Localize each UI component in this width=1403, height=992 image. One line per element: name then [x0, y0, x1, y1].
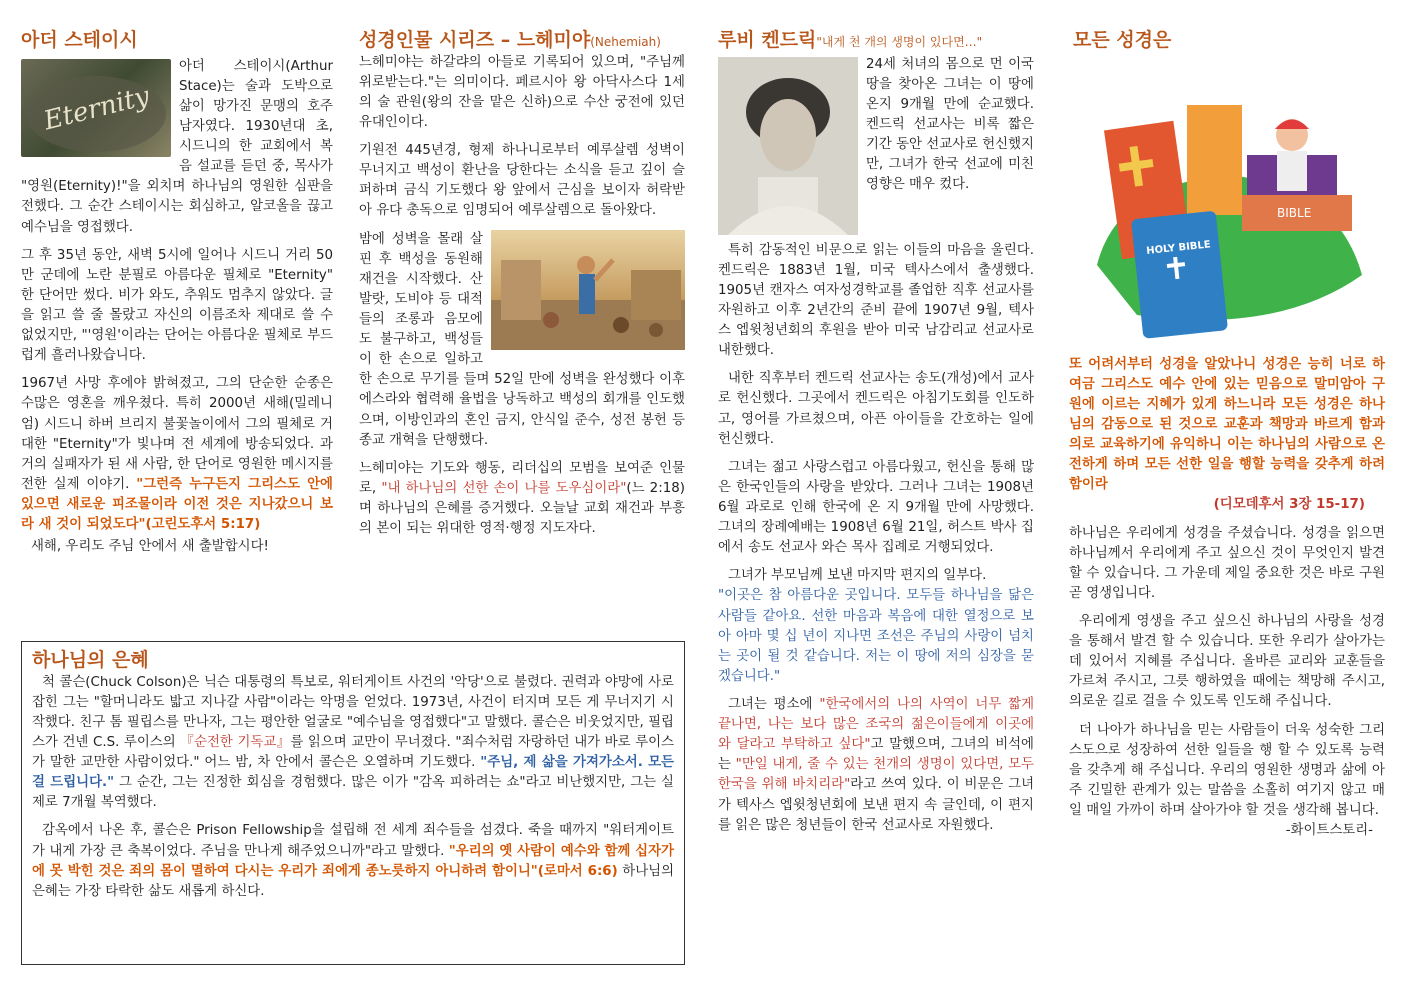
paragraph: 그녀는 젊고 사랑스럽고 아름다웠고, 헌신을 통해 많은 한국인들의 사랑을 받았다. 그러나 그녀는 1908년 6월 과로로 인해 한국에 온 지 9개월 만에 사망했다. 그녀의 장례예배는 1908년 6월 21일, 허스트 박사 집에서 송도 선교사 와슨 목사 집례로 거행되었다.	[718, 459, 1034, 556]
bible-verse: "우리의 옛 사람이 예수와 함께 십자가에 못 박힌 것은 죄의 몸이 멸하여 다시는 우리가 죄에게 종노릇하지 아니하려 함이니"(로마서 6:6)	[32, 843, 674, 879]
paragraph-text: 하나님의 은혜는 가장 타락한 삶도 새롭게 하신다.	[32, 863, 675, 899]
paragraph-text: (느 2:18)며 하나님의 은혜를 증거했다. 오늘날 교회 재건과 부흥의 본이 되는 위대한 영적·행정 지도자다.	[359, 480, 685, 537]
title-name: 루비 켄드릭	[718, 29, 817, 51]
bible-verse: "그런즉 누구든지 그리스도 안에 있으면 새로운 피조물이라 이전 것은 지나갔으니 보라 새 것이 되었도다"(고린도후서 5:17)	[21, 476, 333, 533]
wall-rebuild-image	[491, 230, 685, 350]
column-arthur-stace	[21, 28, 333, 565]
paragraph-text: 그 순간, 그는 진정한 회심을 경험했다. 많은 이가 "감옥 피하려는 쇼"라고 비난했지만, 그는 실제로 7개월 복역했다.	[32, 775, 674, 811]
paragraph: 그 후 35년 동안, 새벽 5시에 일어나 시드니 거리 50만 군데에 노란 분필로 아름다운 필체로 "Eternity" 한 단어만 썼다. 비가 와도, 추워도 멈추지 않았다. 글을 읽고 쓸 줄 몰랐고 자신의 이름조차 제대로 쓸 수 없었지만, "'영원'이라는 단어는 아름다운 필체로 부드럽게 흘러나왔습니다.	[21, 247, 333, 364]
paragraph	[718, 566, 1034, 586]
paragraph-text: 느헤미야는 기도와 행동, 리더십의 모범을 보여준 인물로,	[359, 460, 685, 496]
paragraph: 특히 감동적인 비문으로 읽는 이들의 마음을 울린다. 켄드릭은 1883년 1월, 미국 텍사스에서 출생했다. 1905년 캔자스 여자성경학교를 졸업한 직후 선교사를 자원하고 이후 2년간의 준비 끝에 1907년 9월, 텍사스 엡윗청년회의 후원을 받아 미국 남감리교 선교사로 내한했다.	[718, 242, 1034, 359]
paragraph: 기원전 445년경, 형제 하나니로부터 예루살렘 성벽이 무너지고 백성이 환난을 당한다는 소식을 듣고 깊이 슬퍼하며 금식 기도했다 왕 앞에서 근심을 보이자 허락받아 유다 총독으로 임명되어 예루살렘으로 돌아왔다.	[359, 143, 685, 219]
verse-reference: (디모데후서 3장 15-17)	[1213, 497, 1365, 513]
books-reader-image	[1077, 65, 1377, 345]
bible-cover-label: HOLY BIBLE	[1145, 239, 1212, 257]
section-title: 모든 성경은	[1073, 29, 1172, 51]
prayer-quote: "주님, 제 삶을 가져가소서. 모든 걸 드립니다."	[32, 755, 674, 791]
paragraph-text: 1967년 사망 후에야 밝혀졌고, 그의 단순한 순종은 수많은 영혼을 깨우쳤다. 특히 2000년 새해(밀레니엄) 시드니 하버 브리지 불꽃놀이에서 그의 필체로 거대한 "Eternity"가 빛나며 전 세계에 방송되었다. 과거의 실패자가 된 새 사람, 한 단어로 영원한 메시지를 전한 실제 이야기.	[21, 376, 333, 492]
paragraph-text: 고 말했으며, 그녀의 비석에는	[718, 737, 1034, 773]
closing-line: 새해, 우리도 주님 안에서 새 출발합시다!	[31, 539, 269, 555]
paragraph: 더 나아가 하나님을 믿는 사람들이 더욱 성숙한 그리스도으로 성장하여 선한 일들을 행 할 수 있도록 능력을 갖추게 해 주십니다. 우리의 영원한 생명과 삶에 아주 긴밀한 관계가 있는 말씀을 소홀히 여기지 않고 매일 매일 가까이 하며 살아가야 할 것을 생각해 봅니다.	[1069, 722, 1385, 818]
paragraph: 하나님은 우리에게 성경을 주셨습니다. 성경을 읽으면 하나님께서 우리에게 주고 싶으신 것이 무엇인지 발견 할 수 있습니다. 그 가운데 제일 중요한 것은 바로 구원 곧 영생입니다.	[1069, 525, 1385, 601]
bible-verse: "내 하나님의 선한 손이 나를 도우심이라"	[381, 480, 627, 496]
paragraph	[32, 673, 674, 814]
section-title	[718, 28, 1034, 53]
eternity-chalk-image	[21, 59, 171, 157]
grace-box	[21, 641, 685, 965]
bible-verse: 또 어려서부터 성경을 알았나니 성경은 능히 너로 하여금 그리스도 예수 안에 있는 믿음으로 말미암아 구원에 이르는 지혜가 있게 하느니라 모든 성경은 하나님의 감동으로 된 것으로 교훈과 책망과 바르게 함과 의로 교육하기에 유익하니 이는 하나님의 사람으로 온전하게 하며 모든 선한 일을 행할 능력을 갖추게 하려 함이라	[1069, 356, 1385, 493]
column-nehemiah	[359, 28, 685, 547]
paragraph-text: 감옥에서 나온 후, 콜슨은 Prison Fellowship을 설립해 전 세계 죄수들을 섬겼다. 죽을 때까지 "워터게이트가 내게 가장 큰 축복이었다. 주님을 만나게 해주었으니까"라고 말했다.	[32, 823, 674, 859]
letter-quote: "이곳은 참 아름다운 곳입니다. 모두들 하나님을 닮은 사람들 같아요. 선한 마음과 복음에 대한 열정으로 보아 아마 몇 십 년이 지나면 조선은 주님의 사랑이 넘치는 곳이 될 것 같습니다. 저는 이 땅에 저의 심장을 묻겠습니다."	[718, 588, 1034, 684]
portrait-image	[718, 57, 858, 235]
paragraph-text: 라고 쓰여 있다. 이 비문은 그녀가 텍사스 엡윗청년회에 보낸 편지 속 글인데, 이 편지를 읽은 많은 청년들이 한국 선교사로 자원했다.	[718, 777, 1035, 833]
section-title: 하나님의 은혜	[32, 649, 149, 671]
paragraph	[21, 374, 333, 535]
section-title: 아더 스테이시	[21, 29, 138, 51]
bible-illustration	[1077, 65, 1377, 345]
title-en: (Nehemiah)	[590, 35, 661, 49]
paragraph: 밤에 성벽을 몰래 살핀 후 백성을 동원해 재건을 시작했다. 산발랏, 도비야 등 대적들의 조롱과 음모에도 불구하고, 백성들이 한 손으로 일하고 한 손으로 무기를 들며 52일 만에 성벽을 완성했다 이후 에스라와 협력해 율법을 낭독하고 백성의 회개를 인도했으며, 이방인과의 혼인 금지, 안식일 준수, 성전 봉헌 등 종교 개혁을 단행했다.	[359, 231, 685, 448]
title-ko: 성경인물 시리즈 – 느헤미야	[359, 29, 591, 51]
eternity-word: Eternity	[40, 80, 153, 137]
paragraph-text: 를 읽으며 교만이 무너졌다. "죄수처럼 자랑하던 내가 바로 루이스가 말한 교만한 사람이었다." 어느 밤, 차 안에서 콜슨은 오열하며 기도했다.	[32, 735, 674, 771]
paragraph: 24세 처녀의 몸으로 먼 이국땅을 찾아온 그녀는 이 땅에 온지 9개월 만에 순교했다. 켄드릭 선교사는 비록 짧은 기간 동안 선교사로 헌신했지만, 그녀가 한국 선교에 미친 영향은 매우 컸다.	[866, 56, 1034, 193]
column-ruby-kendrick	[718, 28, 1034, 844]
eternity-photo	[21, 59, 171, 157]
paragraph: 느헤미야는 하갈랴의 아들로 기록되어 있으며, "주님께 위로받는다."는 의미이다. 페르시아 왕 아닥사스다 1세의 술 관원(왕의 잔을 맡은 신하)으로 수산 궁전에 있던 유대인이다.	[359, 54, 685, 131]
subtitle: "내게 천 개의 생명이 있다면…"	[816, 35, 983, 49]
paragraph	[32, 821, 674, 901]
epitaph: "만일 내게, 줄 수 있는 천개의 생명이 있다면, 모두 한국을 위해 바치리라"	[718, 757, 1034, 793]
paragraph: 아더 스테이시(Arthur Stace)는 술과 도박으로 삶이 망가진 문맹의 호주 남자였다. 1930년대 초, 시드니의 한 교회에서 복음 설교를 듣던 중, 목사가 "영원(Eternity)!"을 외치며 하나님의 영원한 심판을 전했다. 그 순간 스테이시는 회심하고, 알코올을 끊고 예수님을 영접했다.	[21, 58, 333, 235]
column-all-scripture	[1069, 28, 1385, 849]
paragraph: 내한 직후부터 켄드릭 선교사는 송도(개성)에서 교사로 헌신했다. 그곳에서 켄드릭은 아침기도회를 인도하고, 영어를 가르쳤으며, 아픈 아이들을 간호하는 일에 헌신했다.	[718, 371, 1034, 447]
paragraph: 우리에게 영생을 주고 싶으신 하나님의 사랑을 성경을 통해서 발견 할 수 있습니다. 또한 우리가 살아가는데 있어서 지혜를 주십니다. 올바른 교리와 교훈들을 가르쳐 주시고, 그릇 행하였을 때에는 책망해 주시고, 의로운 길로 걸을 수 있도록 인도해 주십니다.	[1069, 614, 1385, 710]
kendrick-portrait	[718, 57, 858, 235]
bible-label-small: BIBLE	[1277, 205, 1312, 220]
paragraph	[718, 695, 1034, 836]
paragraph	[359, 459, 685, 539]
nehemiah-illustration	[491, 230, 685, 350]
section-title	[359, 28, 685, 53]
paragraph-text: 그녀는 평소에	[728, 696, 820, 712]
paragraph-text: 척 콜슨(Chuck Colson)은 닉슨 대통령의 특보로, 워터게이트 사건의 '악당'으로 불렸다. 권력과 야망에 사로잡힌 그는 "할머니라도 밟고 지나갈 사람"이라는 악명을 얻었다. 1973년, 사건이 터지며 모든 게 무너지기 시작했다. 친구 톰 필립스를 만나자, 그는 평안한 얼굴로 "예수님을 영접했다"고 말했다. 콜슨은 비웃었지만, 필립스가 건넨 C.S. 루이스의	[32, 674, 674, 751]
source-credit: -화이트스토리-	[1285, 823, 1373, 839]
paragraph-text: 그녀가 부모님께 보낸 마지막 편지의 일부다.	[728, 568, 987, 584]
book-title: 『순전한 기독교』	[180, 735, 291, 751]
quote: "한국에서의 나의 사역이 너무 짧게 끝나면, 나는 보다 많은 조국의 젊은이들에게 이곳에 와 달라고 부탁하고 싶다"	[718, 696, 1035, 753]
